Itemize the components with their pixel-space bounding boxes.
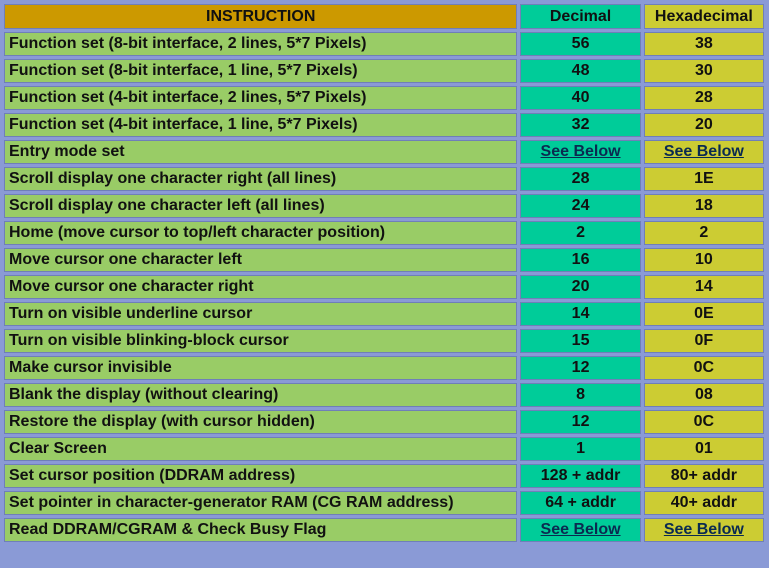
- hexadecimal-cell: 0E: [644, 302, 764, 326]
- hexadecimal-cell: [644, 518, 764, 542]
- hexadecimal-cell: 10: [644, 248, 764, 272]
- hexadecimal-cell: 0C: [644, 410, 764, 434]
- hexadecimal-cell: 14: [644, 275, 764, 299]
- instruction-cell: Home (move cursor to top/left character position): [4, 221, 517, 245]
- decimal-cell: 32: [520, 113, 640, 137]
- hexadecimal-cell: 2: [644, 221, 764, 245]
- hexadecimal-cell: [644, 140, 764, 164]
- hexadecimal-cell: 40+ addr: [644, 491, 764, 515]
- decimal-cell: 24: [520, 194, 640, 218]
- table-row: [4, 248, 764, 272]
- instruction-cell: Turn on visible blinking-block cursor: [4, 329, 517, 353]
- table-row: [4, 329, 764, 353]
- instruction-cell: Turn on visible underline cursor: [4, 302, 517, 326]
- decimal-cell: 40: [520, 86, 640, 110]
- table-row: [4, 59, 764, 83]
- decimal-cell: 14: [520, 302, 640, 326]
- decimal-cell: 128 + addr: [520, 464, 640, 488]
- instruction-cell: Set cursor position (DDRAM address): [4, 464, 517, 488]
- hexadecimal-cell: 38: [644, 32, 764, 56]
- instruction-cell: Function set (4-bit interface, 1 line, 5*7 Pixels): [4, 113, 517, 137]
- header-hexadecimal: Hexadecimal: [644, 4, 764, 29]
- table-row: [4, 518, 764, 542]
- instruction-cell: Move cursor one character right: [4, 275, 517, 299]
- table-row: [4, 32, 764, 56]
- decimal-cell: 12: [520, 356, 640, 380]
- instruction-cell: Restore the display (with cursor hidden): [4, 410, 517, 434]
- instruction-cell: Scroll display one character right (all lines): [4, 167, 517, 191]
- decimal-cell: 15: [520, 329, 640, 353]
- instruction-cell: Move cursor one character left: [4, 248, 517, 272]
- decimal-cell: [520, 518, 640, 542]
- see-below-link-decimal[interactable]: See Below: [540, 143, 621, 160]
- table-row: [4, 167, 764, 191]
- decimal-cell: 1: [520, 437, 640, 461]
- instruction-cell: Function set (8-bit interface, 2 lines, 5*7 Pixels): [4, 32, 517, 56]
- decimal-cell: 2: [520, 221, 640, 245]
- instruction-cell: Read DDRAM/CGRAM & Check Busy Flag: [4, 518, 517, 542]
- table-row: [4, 194, 764, 218]
- lcd-instruction-table: [1, 1, 767, 545]
- hexadecimal-cell: 0F: [644, 329, 764, 353]
- instruction-cell: Function set (8-bit interface, 1 line, 5*7 Pixels): [4, 59, 517, 83]
- hexadecimal-cell: 0C: [644, 356, 764, 380]
- table-row: [4, 302, 764, 326]
- decimal-cell: 48: [520, 59, 640, 83]
- hexadecimal-cell: 20: [644, 113, 764, 137]
- header-decimal: Decimal: [520, 4, 640, 29]
- page: [2, 2, 767, 566]
- table-row: [4, 464, 764, 488]
- see-below-link-hex[interactable]: See Below: [663, 521, 744, 538]
- decimal-cell: 56: [520, 32, 640, 56]
- hexadecimal-cell: 18: [644, 194, 764, 218]
- table-row: [4, 491, 764, 515]
- instruction-cell: Set pointer in character-generator RAM (CG RAM address): [4, 491, 517, 515]
- instruction-cell: Scroll display one character left (all lines): [4, 194, 517, 218]
- hexadecimal-cell: 80+ addr: [644, 464, 764, 488]
- decimal-cell: [520, 140, 640, 164]
- hexadecimal-cell: 08: [644, 383, 764, 407]
- see-below-link-decimal[interactable]: See Below: [540, 521, 621, 538]
- table-body: [4, 32, 764, 542]
- decimal-cell: 16: [520, 248, 640, 272]
- table-row: [4, 113, 764, 137]
- hexadecimal-cell: 30: [644, 59, 764, 83]
- table-row: [4, 356, 764, 380]
- table-row: [4, 221, 764, 245]
- header-instruction: INSTRUCTION: [4, 4, 517, 29]
- instruction-cell: Clear Screen: [4, 437, 517, 461]
- decimal-cell: 12: [520, 410, 640, 434]
- table-row: [4, 437, 764, 461]
- table-header-row: [4, 4, 764, 29]
- decimal-cell: 64 + addr: [520, 491, 640, 515]
- table-row: [4, 410, 764, 434]
- table-row: [4, 140, 764, 164]
- instruction-cell: Make cursor invisible: [4, 356, 517, 380]
- hexadecimal-cell: 28: [644, 86, 764, 110]
- instruction-cell: Function set (4-bit interface, 2 lines, 5*7 Pixels): [4, 86, 517, 110]
- see-below-link-hex[interactable]: See Below: [663, 143, 744, 160]
- decimal-cell: 28: [520, 167, 640, 191]
- table-row: [4, 86, 764, 110]
- decimal-cell: 20: [520, 275, 640, 299]
- instruction-cell: Blank the display (without clearing): [4, 383, 517, 407]
- decimal-cell: 8: [520, 383, 640, 407]
- table-row: [4, 383, 764, 407]
- hexadecimal-cell: 1E: [644, 167, 764, 191]
- hexadecimal-cell: 01: [644, 437, 764, 461]
- table-row: [4, 275, 764, 299]
- instruction-cell: Entry mode set: [4, 140, 517, 164]
